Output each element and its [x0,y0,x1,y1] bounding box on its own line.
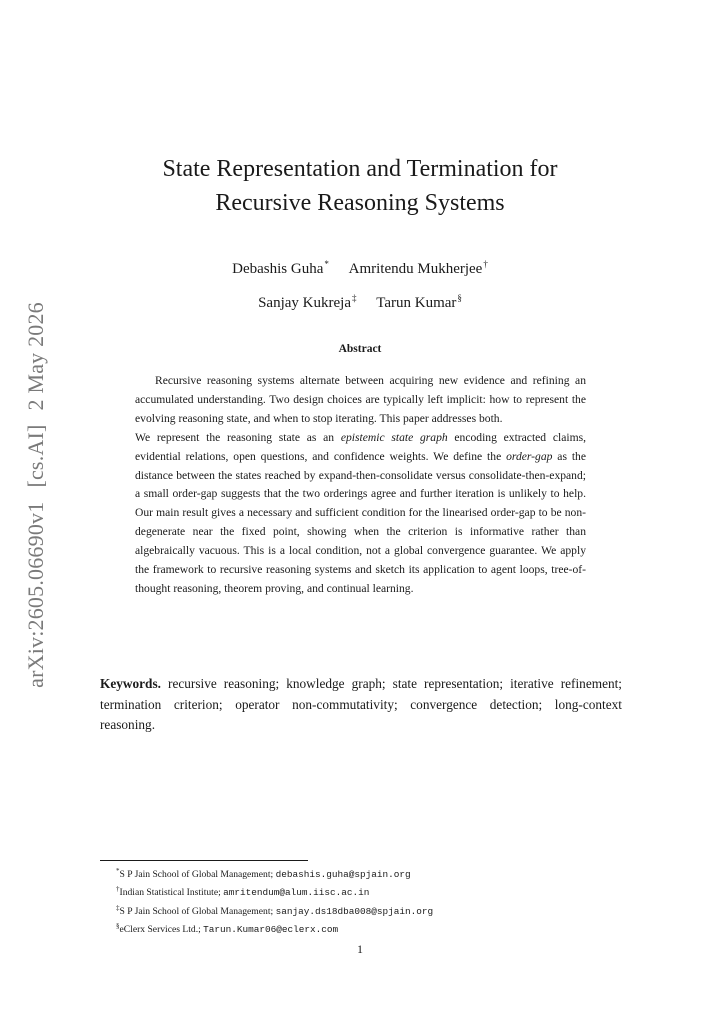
footnote-divider [100,860,308,861]
arxiv-id: arXiv:2605.06690v1 [23,501,48,688]
footnote [116,882,616,900]
author [376,295,462,311]
abstract-text: as the distance between the states reached by expand-then-consolidate versus consolidate-then-expand; a small order-gap suggests that the two orderings agree and further iteration is unlikely to help. Our main result gives a necessary and sufficient condition for the linearised order-gap to be non-degenerate near the fixed point, showing when the criterion is informative rather than algebraically vacuous. This is a local condition, not a global convergence guarantee. We apply the framework to recursive reasoning systems and sketch its application to agent loops, tree-of-thought reasoning, theorem proving, and continual learning. [135,449,586,595]
page-number: 1 [357,942,363,956]
footnote-email: sanjay.ds18dba008@spjain.org [275,905,434,917]
abstract-paragraph-2 [135,429,586,599]
author [232,261,329,277]
arxiv-stamp [18,300,54,690]
footnote-affiliation: Indian Statistical Institute; [119,887,224,899]
footnote-affiliation: S P Jain School of Global Management; [119,869,276,880]
footnote-mark: § [116,921,120,930]
abstract-text: We represent the reasoning state as an [135,430,341,444]
abstract-text: encoding extracted claims, evidential relations, open questions, and confidence weights. We define the [135,430,586,463]
paper-title [100,152,620,220]
keywords-text: recursive reasoning; knowledge graph; state representation; iterative refinement; termination criterion; operator non-commutativity; convergence detection; long-context reasoning. [100,676,623,732]
abstract-emphasis: epistemic state graph [340,430,448,444]
author-name: Sanjay Kukreja [258,295,351,311]
footnote-email: Tarun.Kumar06@eclerx.com [203,923,339,935]
abstract-emphasis: order-gap [506,449,553,463]
author-row-2 [100,284,620,318]
arxiv-stamp-text [23,302,49,688]
arxiv-category: [cs.AI] [23,424,48,488]
title-line-2: Recursive Reasoning Systems [215,190,505,216]
footnote-mark: * [116,867,120,875]
author-footnote-mark: † [483,259,488,269]
author-list [100,250,620,318]
keywords-label: Keywords. [100,676,161,691]
author-name: Debashis Guha [232,261,324,277]
author-footnote-mark: * [324,259,329,269]
abstract-paragraph-1: Recursive reasoning systems alternate between acquiring new evidence and refining an accumulated understanding. Two design choices are typically left implicit: how to represent the evolving reasoning state, and when to stop iterating. This paper addresses both. [135,374,586,425]
footnote-mark: † [116,885,120,894]
author [349,261,488,277]
footnotes [116,864,616,937]
footnote-email: amritendum@alum.iisc.ac.in [223,887,370,899]
author-name: Amritendu Mukherjee [348,261,483,277]
footnote-affiliation: eClerx Services Ltd.; [119,923,204,935]
abstract-body [135,372,586,599]
footnote-affiliation: S P Jain School of Global Management; [119,905,276,917]
keywords [100,674,622,736]
footnote [116,919,616,937]
author-row-1 [100,250,620,284]
title-line-1: State Representation and Termination for [162,156,558,182]
footnote [116,901,616,919]
footnote-mark: ‡ [116,903,120,912]
footnote-email: debashis.guha@spjain.org [275,869,411,880]
arxiv-date: 2 May 2026 [23,302,48,411]
abstract-heading: Abstract [338,343,382,355]
author-footnote-mark: § [457,293,462,303]
footnote [116,864,616,882]
author-footnote-mark: ‡ [351,293,357,303]
author-name: Tarun Kumar [376,295,457,311]
author [258,295,356,311]
